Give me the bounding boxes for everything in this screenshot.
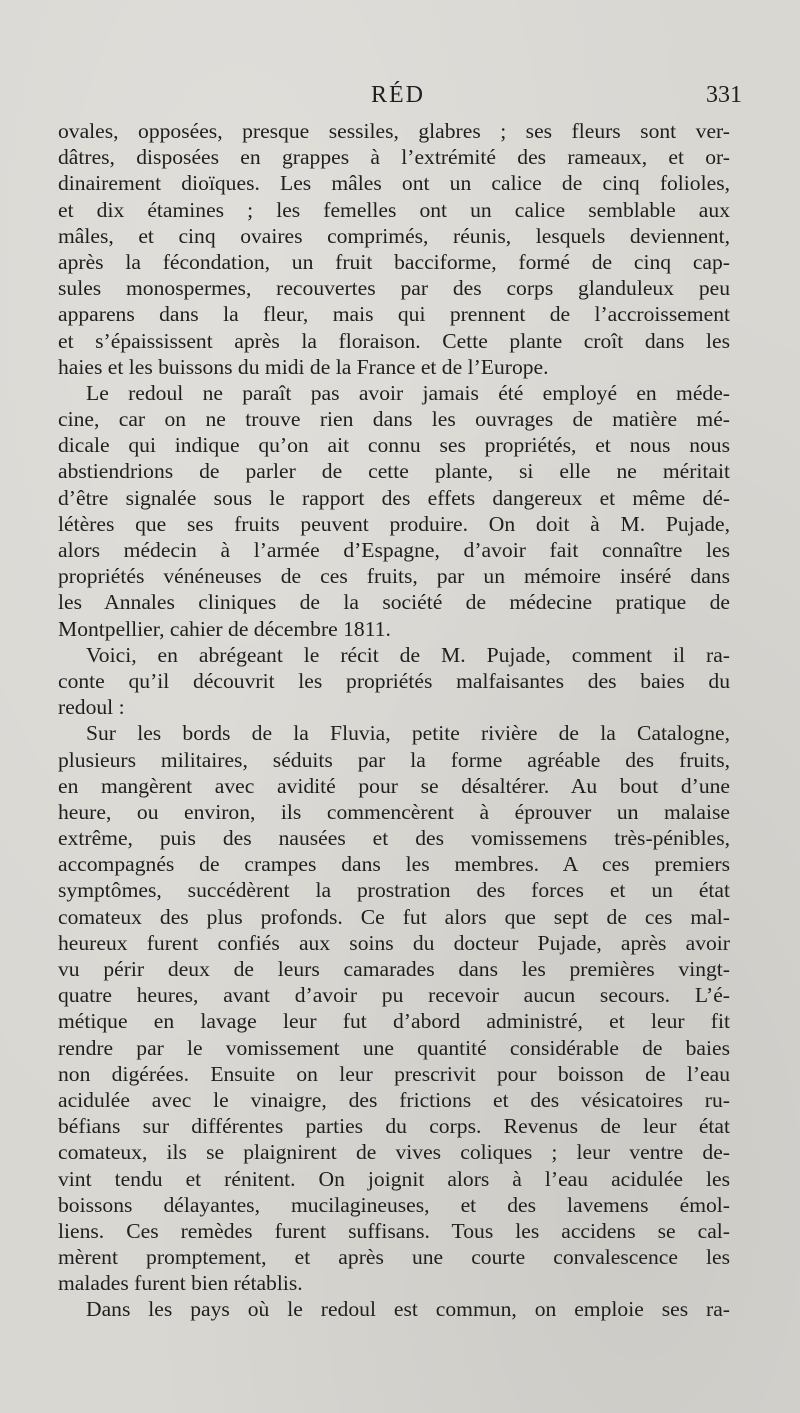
text-line: Dans les pays où le redoul est commun, on emploie ses ra- bbox=[86, 1297, 730, 1322]
paragraph bbox=[58, 380, 730, 642]
text-line: après la fécondation, un fruit bacciforme, formé de cinq cap- bbox=[58, 249, 730, 274]
text-line: cine, car on ne trouve rien dans les ouvrages de matière mé- bbox=[58, 407, 730, 432]
text-line: liens. Ces remèdes furent suffisans. Tous les accidens se cal- bbox=[58, 1218, 730, 1243]
page-header bbox=[58, 80, 742, 116]
text-line: comateux, ils se plaignirent de vives coliques ; leur ventre de- bbox=[58, 1140, 730, 1165]
text-line: accompagnés de crampes dans les membres. A ces premiers bbox=[58, 852, 730, 877]
text-line: plusieurs militaires, séduits par la forme agréable des fruits, bbox=[58, 747, 730, 772]
text-line: ovales, opposées, presque sessiles, glabres ; ses fleurs sont ver- bbox=[58, 119, 730, 143]
text-line: mâles, et cinq ovaires comprimés, réunis, lesquels deviennent, bbox=[58, 223, 730, 248]
text-line: vint tendu et rénitent. On joignit alors à l’eau acidulée les bbox=[58, 1166, 730, 1191]
text-line: propriétés vénéneuses de ces fruits, par un mémoire inséré dans bbox=[58, 564, 730, 589]
text-line: et dix étamines ; les femelles ont un calice semblable aux bbox=[58, 197, 730, 222]
text-line: Montpellier, cahier de décembre 1811. bbox=[58, 616, 391, 641]
body-text bbox=[58, 118, 730, 1323]
text-line: abstiendrions de parler de cette plante, si elle ne méritait bbox=[58, 459, 730, 484]
text-line: boissons délayantes, mucilagineuses, et des lavemens émol- bbox=[58, 1192, 730, 1217]
text-line: Le redoul ne paraît pas avoir jamais été employé en méde- bbox=[86, 380, 730, 405]
text-line: béfians sur différentes parties du corps. Revenus de leur état bbox=[58, 1114, 730, 1139]
text-line: heureux furent confiés aux soins du docteur Pujade, après avoir bbox=[58, 930, 730, 955]
paragraph bbox=[58, 1296, 730, 1322]
text-line: Sur les bords de la Fluvia, petite rivière de la Catalogne, bbox=[86, 721, 730, 746]
text-line: symptômes, succédèrent la prostration des forces et un état bbox=[58, 878, 730, 903]
text-line: extrême, puis des nausées et des vomissemens très-pénibles, bbox=[58, 826, 730, 851]
text-line: heure, ou environ, ils commencèrent à éprouver un malaise bbox=[58, 799, 730, 824]
text-line: Voici, en abrégeant le récit de M. Pujade, comment il ra- bbox=[86, 642, 730, 667]
text-line: redoul : bbox=[58, 695, 125, 720]
text-line: comateux des plus profonds. Ce fut alors que sept de ces mal- bbox=[58, 904, 730, 929]
text-line: non digérées. Ensuite on leur prescrivit pour boisson de l’eau bbox=[58, 1061, 730, 1086]
text-line: et s’épaississent après la floraison. Cette plante croît dans les bbox=[58, 328, 730, 353]
text-line: acidulée avec le vinaigre, des frictions et des vésicatoires ru- bbox=[58, 1087, 730, 1112]
text-line: les Annales cliniques de la société de médecine pratique de bbox=[58, 590, 730, 615]
paragraph bbox=[58, 118, 730, 380]
text-line: dinairement dioïques. Les mâles ont un calice de cinq folioles, bbox=[58, 171, 730, 196]
text-line: haies et les buissons du midi de la France et de l’Europe. bbox=[58, 354, 549, 379]
text-line: métique en lavage leur fut d’abord administré, et leur fit bbox=[58, 1009, 730, 1034]
text-line: conte qu’il découvrit les propriétés malfaisantes des baies du bbox=[58, 668, 730, 693]
paragraph bbox=[58, 642, 730, 721]
running-head: RÉD bbox=[371, 82, 425, 108]
text-line: en mangèrent avec avidité pour se désaltérer. Au bout d’une bbox=[58, 773, 730, 798]
text-line: quatre heures, avant d’avoir pu recevoir aucun secours. L’é- bbox=[58, 983, 730, 1008]
text-line: sules monospermes, recouvertes par des corps glanduleux peu bbox=[58, 276, 730, 301]
page-number: 331 bbox=[706, 82, 742, 108]
text-line: d’être signalée sous le rapport des effets dangereux et même dé- bbox=[58, 485, 730, 510]
text-line: alors médecin à l’armée d’Espagne, d’avoir fait connaître les bbox=[58, 538, 730, 562]
text-line: vu périr deux de leurs camarades dans les premières vingt- bbox=[58, 957, 730, 981]
text-line: apparens dans la fleur, mais qui prennent de l’accroissement bbox=[58, 302, 730, 327]
text-line: malades furent bien rétablis. bbox=[58, 1271, 303, 1296]
text-line: dicale qui indique qu’on ait connu ses propriétés, et nous nous bbox=[58, 433, 730, 458]
text-line: rendre par le vomissement une quantité considérable de baies bbox=[58, 1035, 730, 1060]
text-line: dâtres, disposées en grappes à l’extrémité des rameaux, et or- bbox=[58, 145, 730, 170]
text-line: mèrent promptement, et après une courte convalescence les bbox=[58, 1245, 730, 1270]
paragraph bbox=[58, 720, 730, 1296]
text-line: létères que ses fruits peuvent produire. On doit à M. Pujade, bbox=[58, 511, 730, 536]
